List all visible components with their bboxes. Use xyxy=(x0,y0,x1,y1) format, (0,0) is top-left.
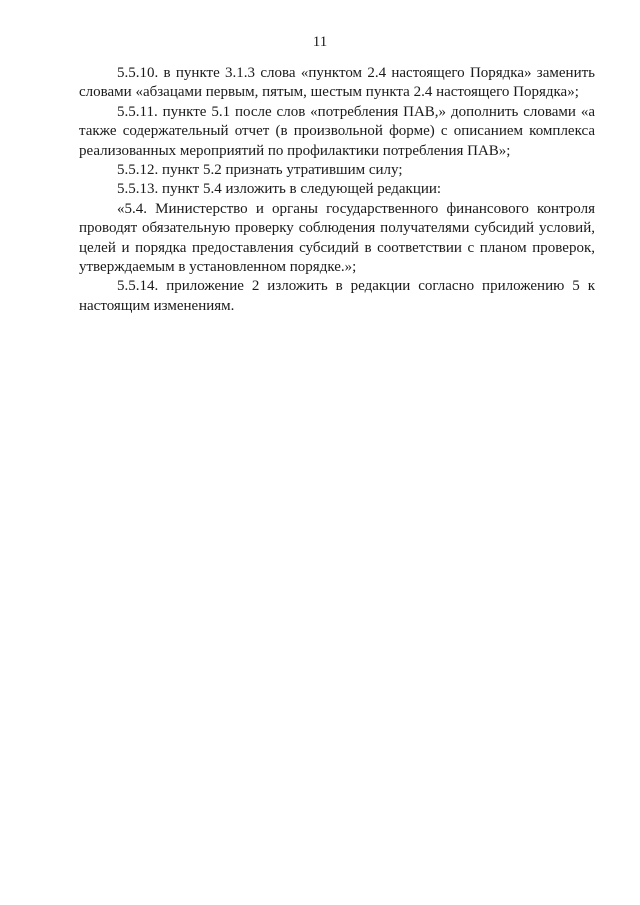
paragraph-5-4-quote: «5.4. Министерство и органы государственного финансового контроля проводят обязательную проверку соблюдения получателями субсидий условий, целей и порядка предоставления субсидий в соответствии с планом проверок, утверждаемым в установленном порядке.»; xyxy=(79,200,595,276)
page-number: 11 xyxy=(312,34,328,50)
paragraph-5-5-13: 5.5.13. пункт 5.4 изложить в следующей редакции: xyxy=(117,181,442,198)
paragraph-5-5-12: 5.5.12. пункт 5.2 признать утратившим силу; xyxy=(117,162,403,179)
paragraph-5-5-10: 5.5.10. в пункте 3.1.3 слова «пунктом 2.4 настоящего Порядка» заменить словами «абзацами первым, пятым, шестым пункта 2.4 настоящего Порядка»; xyxy=(79,65,595,101)
paragraph-5-5-14: 5.5.14. приложение 2 изложить в редакции согласно приложению 5 к настоящим изменениям. xyxy=(79,278,595,314)
document-body xyxy=(79,64,595,316)
paragraph-5-5-11: 5.5.11. пункте 5.1 после слов «потребления ПАВ,» дополнить словами «а также содержательный отчет (в произвольной форме) с описанием комплекса реализованных мероприятий по профилактики потребления ПАВ»; xyxy=(79,103,595,159)
